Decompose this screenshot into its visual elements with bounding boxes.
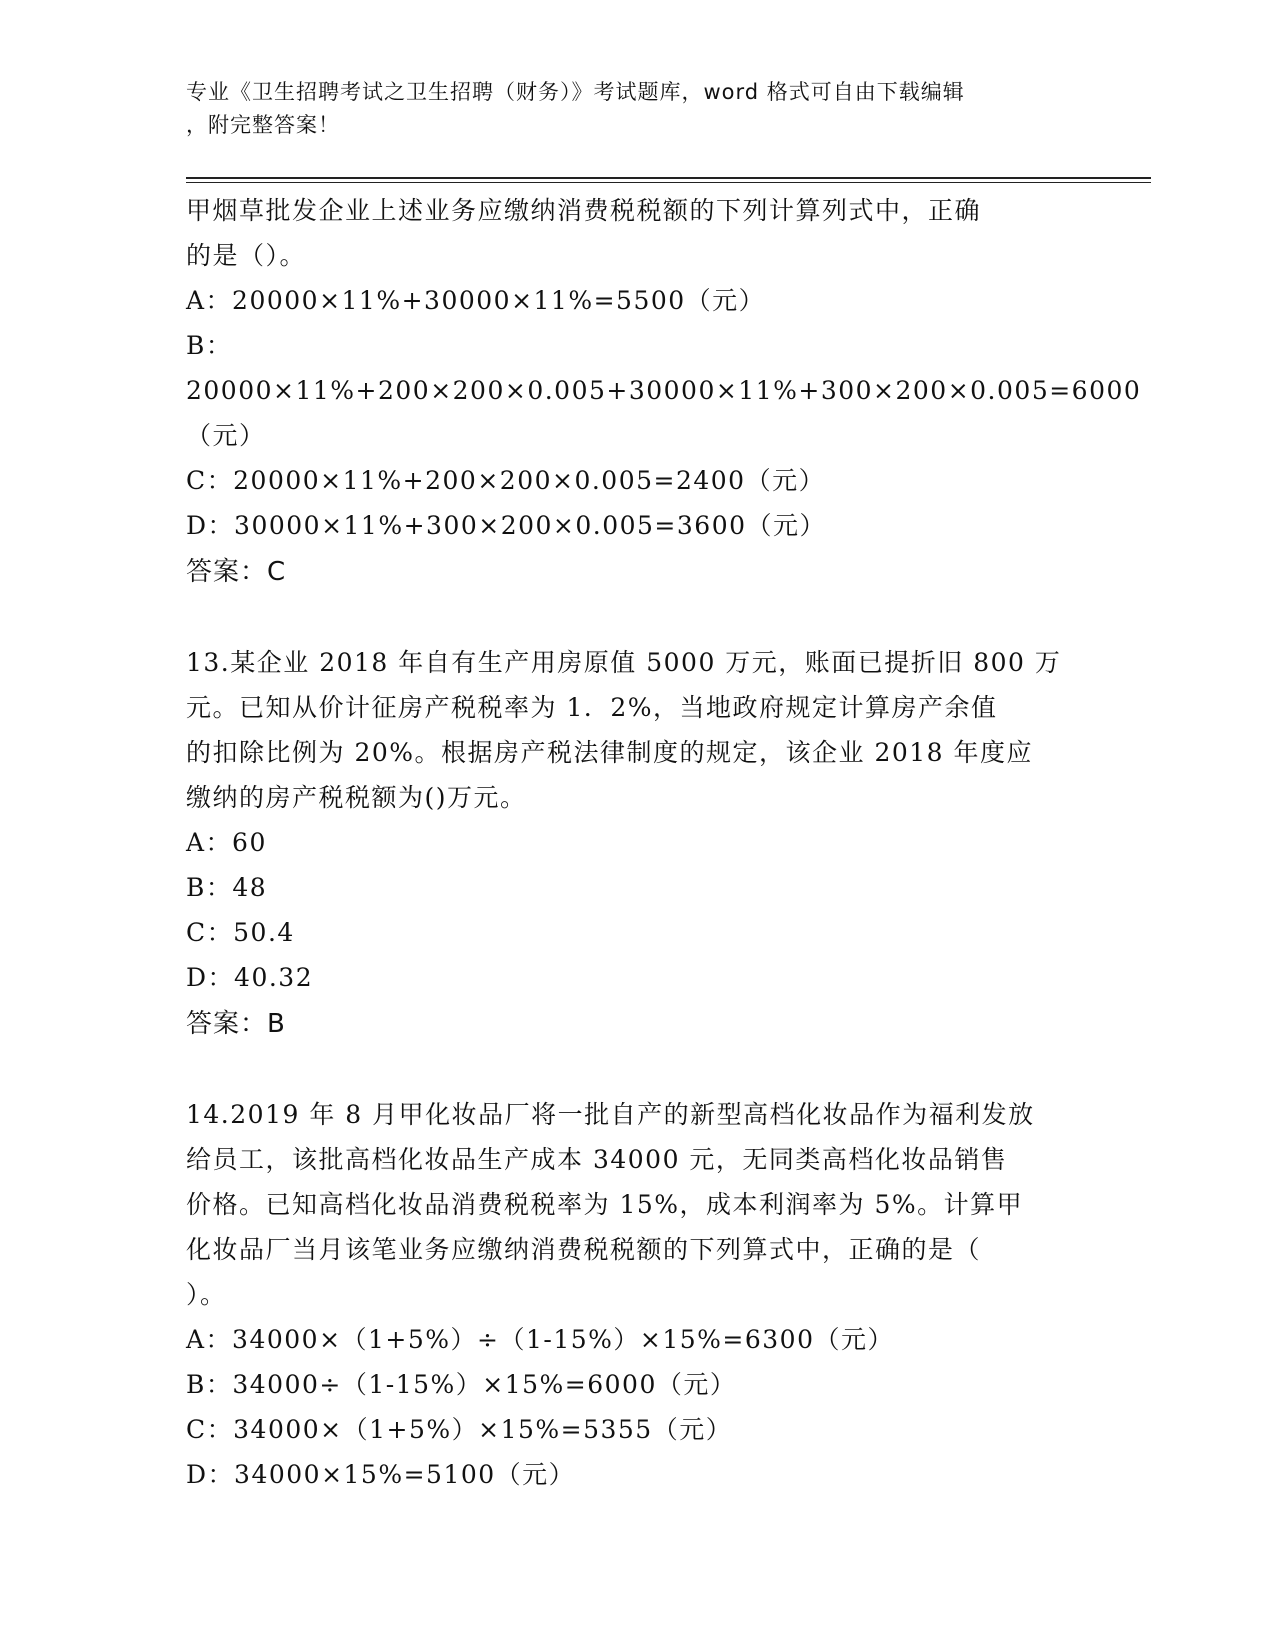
- stem-line: 甲烟草批发企业上述业务应缴纳消费税税额的下列计算列式中，正确: [186, 196, 982, 225]
- header-rule-thin: [186, 182, 1151, 183]
- option-c: C：20000×11%+200×200×0.005=2400（元）: [186, 466, 826, 495]
- question-14: [186, 1092, 1086, 1497]
- option-a: A：20000×11%+30000×11%=5500（元）: [186, 286, 766, 315]
- option-a: A：34000×（1+5%）÷（1-15%）×15%=6300（元）: [186, 1325, 894, 1354]
- question-stem: [186, 1092, 1086, 1317]
- answer-label: 答案：C: [186, 557, 287, 587]
- header-line-1: 专业《卫生招聘考试之卫生招聘（财务）》考试题库，word 格式可自由下载编辑: [186, 80, 965, 104]
- answer-label: 答案：B: [186, 1009, 286, 1039]
- stem-line: 价格。已知高档化妆品消费税税率为 15%，成本利润率为 5%。计算甲: [186, 1190, 1024, 1219]
- option-b: B：48: [186, 873, 268, 902]
- stem-line: ）。: [186, 1280, 227, 1309]
- question-stem: [186, 640, 1086, 820]
- option-d: D：34000×15%=5100（元）: [186, 1460, 576, 1489]
- stem-line: 给员工，该批高档化妆品生产成本 34000 元，无同类高档化妆品销售: [186, 1145, 1008, 1174]
- stem-line: 的是（）。: [186, 241, 307, 270]
- stem-line: 13.某企业 2018 年自有生产用房原值 5000 万元，账面已提折旧 800 万: [186, 648, 1062, 677]
- stem-line: 缴纳的房产税税额为()万元。: [186, 783, 527, 812]
- header-rule-thick: [186, 177, 1151, 179]
- stem-line: 14.2019 年 8 月甲化妆品厂将一批自产的新型高档化妆品作为福利发放: [186, 1100, 1035, 1129]
- document-header: [186, 76, 1066, 142]
- option-c: C：34000×（1+5%）×15%=5355（元）: [186, 1415, 733, 1444]
- option-a: A：60: [186, 828, 267, 857]
- option-c: C：50.4: [186, 918, 295, 947]
- option-d: D：40.32: [186, 963, 314, 992]
- question-12: [186, 188, 1142, 595]
- stem-line: 元。已知从价计征房产税税率为 1．2%，当地政府规定计算房产余值: [186, 693, 998, 722]
- question-13: [186, 640, 1086, 1047]
- option-b: B：20000×11%+200×200×0.005+30000×11%+300×200×0.005=6000 （元）: [186, 331, 1142, 450]
- stem-line: 化妆品厂当月该笔业务应缴纳消费税税额的下列算式中，正确的是（: [186, 1235, 982, 1264]
- stem-line: 的扣除比例为 20%。根据房产税法律制度的规定，该企业 2018 年度应: [186, 738, 1034, 767]
- header-line-2: ，附完整答案！: [186, 113, 340, 137]
- question-list: [186, 188, 1142, 1497]
- option-b: B：34000÷（1-15%）×15%=6000（元）: [186, 1370, 737, 1399]
- option-d: D：30000×11%+300×200×0.005=3600（元）: [186, 511, 827, 540]
- question-stem: [186, 188, 1086, 278]
